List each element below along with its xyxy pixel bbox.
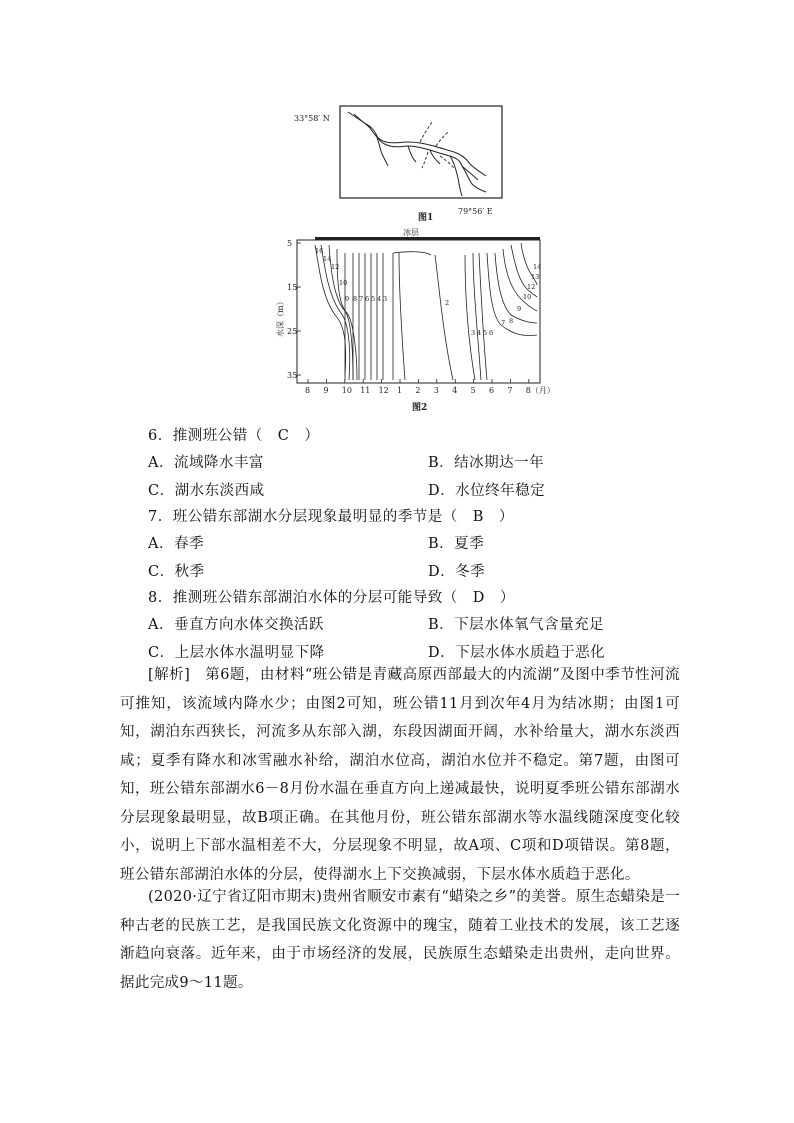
isotherm-label: 3 — [383, 295, 388, 303]
isotherm-label: 9 — [517, 305, 522, 313]
isotherm-label: 14 — [533, 263, 542, 271]
isotherm-label: 6 — [489, 329, 494, 337]
chart-frame — [297, 240, 540, 383]
question-7-option-a: A．春季 — [148, 536, 204, 552]
isotherm-label: 8 — [509, 317, 514, 325]
isotherm-label: 10 — [523, 293, 532, 301]
x-tick-label: 11 — [360, 386, 371, 395]
x-tick-label: 1 — [397, 386, 403, 395]
next-passage-paragraph — [120, 883, 680, 997]
figure2-isotherm-chart — [275, 225, 560, 415]
isotherm-label: 6 — [365, 295, 370, 303]
question-8-option-c: C．上层水体水温明显下降 — [148, 645, 325, 661]
x-tick-label: 8（月） — [525, 386, 555, 395]
y-tick-label: 5 — [287, 239, 293, 248]
question-6-option-d: D．水位终年稳定 — [428, 483, 546, 499]
isotherm-label: 5 — [371, 295, 376, 303]
x-tick-label: 8 — [305, 386, 311, 395]
question-8-option-a: A．垂直方向水体交换活跃 — [148, 617, 324, 633]
isotherm-label: 12 — [527, 283, 536, 291]
ice-layer-label: 冰层 — [403, 228, 419, 237]
analysis-text: 第6题，由材料“班公错是青藏高原西部最大的内流湖”及图中季节性河流可推知，该流域内降水少；由图2可知，班公错11月到次年4月为结冰期；由图1可知，湖泊东西狭长，河流多从东部入湖，东段因湖面开阔，水补给量大，湖水东淡西咸；夏季有降水和冰雪融水补给，湖泊水位高，湖泊水位并不稳定。第7题，由图可知，班公错东部湖水6－8月份水温在垂直方向上递减最快，说明夏季班公错东部湖水分层现象最明显，故B项正确。在其他月份，班公错东部湖水等水温线随深度变化较小，说明上下部水温相差不大，分层现象不明显，故A项、C项和D项错误。第8题，班公错东部湖泊水体的分层，使得湖水上下交换减弱，下层水体水质趋于恶化。 — [120, 667, 680, 883]
isotherm-labels — [315, 247, 541, 337]
isotherm-line — [435, 255, 453, 380]
isotherm-label: 4 — [477, 329, 482, 337]
x-tick-label: 2 — [415, 386, 421, 395]
x-tick-label: 12 — [378, 386, 389, 395]
isotherm-label: 5 — [483, 329, 488, 337]
question-6-option-c: C．湖水东淡西咸 — [148, 483, 265, 499]
isotherm-label: 12 — [331, 263, 340, 271]
isotherm-label: 4 — [377, 295, 382, 303]
y-tick-label: 35 — [287, 371, 298, 380]
question-8-stem: 8．推测班公错东部湖泊水体的分层可能导致（ D ） — [148, 590, 515, 606]
lake-outline — [348, 112, 486, 196]
question-6-stem: 6．推测班公错（ C ） — [148, 428, 320, 444]
isotherm-label: 14 — [323, 255, 332, 263]
x-tick-label: 7 — [507, 386, 513, 395]
question-7-option-c: C．秋季 — [148, 564, 205, 580]
isotherm-line — [479, 253, 487, 380]
map-frame — [340, 106, 502, 198]
isotherm-label: 8 — [353, 295, 358, 303]
y-axis-label: 水深（m） — [276, 297, 285, 337]
isotherm-line — [393, 252, 431, 380]
next-passage-text: (2020·辽宁省辽阳市期末)贵州省顺安市素有“蜡染之乡”的美誉。原生态蜡染是一种古老的民族工艺，是我国民族文化资源中的瑰宝，随着工业技术的发展，该工艺逐渐趋向衰落。近年来，由于市场经济的发展，民族原生态蜡染走出贵州，走向世界。据此完成9～11题。 — [120, 889, 680, 991]
question-7-stem: 7．班公错东部湖水分层现象最明显的季节是（ B ） — [148, 509, 514, 525]
figure1-map — [290, 100, 520, 225]
y-tick-label: 25 — [287, 327, 298, 336]
analysis-tag: [解析] — [148, 667, 191, 683]
isotherm-label: 10 — [339, 279, 348, 287]
x-tick-label: 3 — [433, 386, 439, 395]
map-lat-label: 33°58′ N — [294, 114, 330, 123]
isotherm-label: 7 — [359, 295, 364, 303]
x-tick-label: 5 — [470, 386, 476, 395]
figure1-caption: 图1 — [418, 213, 434, 223]
question-8-option-d: D．下层水体水质趋于恶化 — [428, 645, 606, 661]
isotherm-label: 13 — [531, 273, 540, 281]
isotherm-line — [399, 253, 405, 380]
x-tick-label: 10 — [341, 386, 352, 395]
y-tick-label: 15 — [287, 283, 298, 292]
question-6-option-a: A．流域降水丰富 — [148, 455, 264, 471]
question-6-option-b: B．结冰期达一年 — [428, 455, 545, 471]
map-lon-label: 79°56′ E — [458, 207, 493, 216]
isotherm-label: 2 — [445, 299, 450, 307]
y-ticks — [287, 239, 301, 380]
question-8-option-b: B．下层水体氧气含量充足 — [428, 617, 605, 633]
x-tick-label: 4 — [452, 386, 458, 395]
figure2-caption: 图2 — [412, 403, 428, 413]
isotherm-label: 16 — [315, 247, 324, 255]
x-tick-label: 9 — [323, 386, 329, 395]
analysis-paragraph — [120, 661, 680, 889]
x-tick-label: 6 — [489, 386, 495, 395]
isotherm-label: 3 — [471, 329, 476, 337]
isotherm-label: 7 — [501, 319, 506, 327]
question-7-option-d: D．冬季 — [428, 564, 486, 580]
isotherm-label: 9 — [345, 295, 350, 303]
x-ticks — [305, 379, 555, 395]
question-7-option-b: B．夏季 — [428, 536, 485, 552]
